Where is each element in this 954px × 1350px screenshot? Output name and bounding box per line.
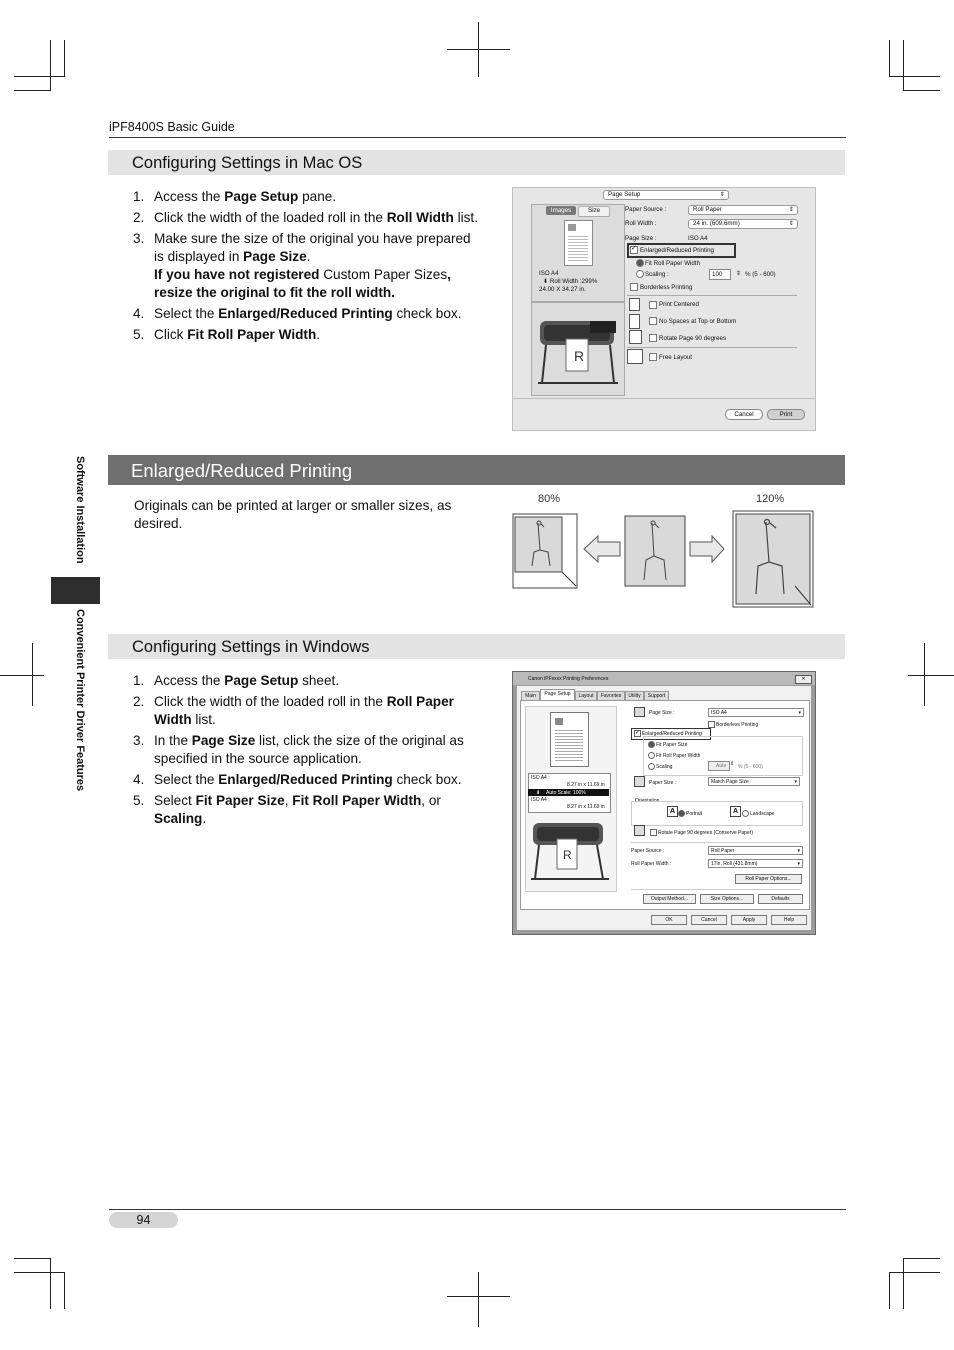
defaults-button[interactable]: Defaults bbox=[758, 894, 803, 904]
crop-mark bbox=[50, 1258, 51, 1309]
scaling-label: Scaling bbox=[656, 764, 673, 770]
page-size-icon bbox=[634, 707, 645, 717]
step-emphasis: Roll Paper Width bbox=[154, 694, 454, 727]
step-item bbox=[108, 732, 468, 768]
chevron-down-icon: ▾ bbox=[797, 848, 800, 854]
paper-source-select[interactable] bbox=[688, 205, 798, 215]
footer-rule bbox=[109, 1209, 846, 1210]
scaling-label: Scaling : bbox=[645, 271, 669, 278]
enlarged-label: Enlarged/Reduced Printing bbox=[642, 731, 702, 737]
crop-mark bbox=[889, 1272, 890, 1309]
preview-scale: Auto Scale: 100% bbox=[546, 790, 586, 796]
paper-size-icon bbox=[634, 776, 645, 787]
step-text: Select bbox=[154, 793, 196, 808]
check-icon: ✓ bbox=[635, 730, 641, 736]
step-text: , or bbox=[421, 793, 441, 808]
step-emphasis: Fit Roll Paper Width bbox=[187, 327, 317, 342]
step-emphasis: Page Setup bbox=[224, 673, 299, 688]
step-text: Access the bbox=[154, 189, 225, 204]
scaling-value: 100 bbox=[712, 271, 723, 278]
page-size-select[interactable] bbox=[708, 708, 804, 717]
side-label-software-installation: Software Installation bbox=[74, 456, 86, 564]
landscape-radio[interactable] bbox=[742, 810, 749, 817]
apply-button[interactable]: Apply bbox=[731, 915, 767, 925]
section-windows-title: Configuring Settings in Windows bbox=[132, 638, 370, 656]
preview-size: ISO A4 bbox=[539, 270, 559, 277]
mac-steps-list bbox=[108, 188, 483, 347]
tab-size[interactable]: Size bbox=[578, 206, 610, 217]
crop-mark bbox=[0, 675, 44, 676]
svg-text:R: R bbox=[563, 848, 572, 862]
page-size-label: Page Size : bbox=[649, 710, 675, 716]
step-number: 5. bbox=[133, 327, 145, 342]
step-item bbox=[108, 305, 483, 323]
step-text: . bbox=[202, 811, 207, 826]
step-number: 1. bbox=[133, 189, 145, 204]
borderless-checkbox[interactable] bbox=[630, 283, 638, 291]
section-enlarged-heading bbox=[108, 455, 845, 485]
tab-layout[interactable]: Layout bbox=[575, 691, 597, 701]
free-layout-checkbox[interactable] bbox=[649, 353, 657, 361]
print-button[interactable]: Print bbox=[767, 409, 805, 420]
scaling-illustration bbox=[510, 490, 815, 610]
step-text: pane. bbox=[298, 189, 337, 204]
fit-roll-radio[interactable] bbox=[648, 752, 655, 759]
section-mac-title: Configuring Settings in Mac OS bbox=[132, 154, 363, 172]
step-number: 3. bbox=[133, 733, 145, 748]
crop-mark bbox=[903, 1258, 904, 1309]
enlarged-checkbox[interactable] bbox=[630, 246, 638, 254]
tab-main[interactable]: Main bbox=[521, 691, 540, 701]
section-enlarged-title: Enlarged/Reduced Printing bbox=[131, 460, 353, 481]
printer-image bbox=[531, 302, 625, 396]
preview-roll: ⬇ Roll Width :299% bbox=[543, 278, 598, 285]
page-preview bbox=[564, 220, 593, 266]
scaling-value: Auto bbox=[716, 763, 727, 769]
step-number: 4. bbox=[133, 772, 145, 787]
preview-roll-text: Roll Width :299% bbox=[549, 278, 598, 285]
step-text: check box. bbox=[392, 306, 462, 321]
step-emphasis: Fit Roll Paper Width bbox=[292, 793, 422, 808]
spinner-icon[interactable]: ⇕ bbox=[736, 270, 742, 277]
output-method-button[interactable]: Output Method... bbox=[643, 894, 696, 904]
enlarged-checkbox[interactable] bbox=[634, 730, 641, 737]
borderless-checkbox[interactable] bbox=[708, 721, 715, 728]
step-item bbox=[108, 672, 468, 690]
step-emphasis: Page Size bbox=[191, 733, 256, 748]
arrow-right-icon bbox=[690, 536, 724, 562]
orientation-group bbox=[631, 801, 803, 826]
section-mac-heading bbox=[108, 150, 845, 175]
size-options-button[interactable]: Size Options... bbox=[700, 894, 754, 904]
step-emphasis: Fit Paper Size bbox=[195, 793, 285, 808]
close-icon[interactable]: ✕ bbox=[795, 675, 812, 684]
step-text: Select the bbox=[154, 772, 219, 787]
step-item bbox=[108, 188, 483, 206]
tab-page-setup[interactable]: Page Setup bbox=[540, 689, 575, 701]
printer-illustration bbox=[527, 815, 613, 885]
ok-button[interactable]: OK bbox=[651, 915, 687, 925]
step-text: In the bbox=[154, 733, 192, 748]
step-emphasis: , resize the original to fit the roll width. bbox=[154, 267, 451, 300]
crop-mark bbox=[889, 76, 940, 77]
image-original bbox=[625, 516, 685, 586]
step-text: Click the width of the loaded roll in the bbox=[154, 210, 387, 225]
step-number: 2. bbox=[133, 694, 145, 709]
side-label-driver-features: Convenient Printer Driver Features bbox=[74, 609, 86, 792]
paper-size-select[interactable] bbox=[708, 777, 800, 786]
roll-width-select[interactable] bbox=[688, 219, 798, 229]
label-80: 80% bbox=[538, 493, 561, 505]
step-emphasis: Scaling bbox=[154, 811, 203, 826]
fit-paper-radio[interactable] bbox=[648, 741, 655, 748]
rotate-icon bbox=[634, 825, 645, 836]
paper-source-label: Paper Source : bbox=[631, 848, 665, 854]
mac-page-setup-dialog bbox=[512, 187, 816, 431]
crop-mark bbox=[478, 1272, 479, 1327]
pane-select[interactable] bbox=[603, 190, 729, 200]
printer-illustration bbox=[532, 303, 624, 395]
tab-favorites[interactable]: Favorites bbox=[597, 691, 625, 701]
crop-mark bbox=[924, 643, 925, 706]
crop-mark bbox=[32, 643, 33, 706]
fit-roll-radio[interactable] bbox=[636, 259, 644, 267]
step-number: 1. bbox=[133, 673, 145, 688]
crop-mark bbox=[903, 40, 904, 91]
borderless-label: Borderless Printing bbox=[640, 284, 693, 291]
preview-scale-bar bbox=[528, 789, 609, 796]
crop-mark bbox=[64, 1272, 65, 1309]
crop-mark bbox=[889, 1272, 940, 1273]
crop-mark bbox=[908, 675, 954, 676]
step-item bbox=[108, 792, 468, 828]
tab-support[interactable]: Support bbox=[644, 691, 669, 701]
section-windows-heading bbox=[108, 634, 845, 659]
windows-preferences-dialog bbox=[512, 671, 816, 935]
tab-utility[interactable]: Utility bbox=[625, 691, 644, 701]
rotate-checkbox[interactable] bbox=[650, 829, 657, 836]
step-emphasis: Page Setup bbox=[224, 189, 299, 204]
updown-icon: ⇕ bbox=[719, 191, 725, 198]
no-spaces-checkbox[interactable] bbox=[649, 317, 657, 325]
fit-roll-label: Fit Roll Paper Width bbox=[645, 260, 701, 267]
paper-source-select[interactable] bbox=[708, 846, 803, 855]
crop-mark bbox=[50, 40, 51, 91]
step-number: 3. bbox=[133, 231, 145, 246]
step-text: . bbox=[306, 249, 311, 264]
scaling-range: % (5 - 600) bbox=[745, 271, 776, 278]
step-text: , bbox=[284, 793, 293, 808]
no-spaces-label: No Spaces at Top or Bottom bbox=[659, 318, 737, 325]
arrow-left-icon bbox=[584, 536, 620, 562]
header-rule bbox=[109, 137, 846, 138]
step-item bbox=[108, 693, 468, 729]
page-size-label: Page Size : bbox=[625, 235, 657, 242]
crop-mark bbox=[478, 22, 479, 77]
page-preview bbox=[550, 712, 589, 767]
roll-width-label: Roll Width : bbox=[625, 220, 657, 227]
divider bbox=[627, 347, 797, 348]
step-text: sheet. bbox=[298, 673, 340, 688]
cancel-button[interactable]: Cancel bbox=[725, 409, 763, 420]
cancel-button[interactable]: Cancel bbox=[691, 915, 727, 925]
step-item bbox=[108, 326, 483, 344]
crop-mark bbox=[889, 40, 890, 77]
step-emphasis: Enlarged/Reduced Printing bbox=[218, 772, 393, 787]
crop-mark bbox=[14, 90, 51, 91]
rotate-checkbox[interactable] bbox=[649, 334, 657, 342]
paper-size-value: Match Page Size bbox=[711, 779, 749, 785]
landscape-label: Landscape bbox=[750, 811, 775, 817]
portrait-radio[interactable] bbox=[678, 810, 685, 817]
paper-source-value: Roll Paper bbox=[711, 848, 735, 854]
step-emphasis: Enlarged/Reduced Printing bbox=[218, 306, 393, 321]
divider bbox=[627, 295, 797, 296]
rotate-label: Rotate Page 90 degrees (Conserve Paper) bbox=[658, 830, 754, 836]
preview-b-label: ISO A4 : bbox=[531, 797, 550, 803]
step-number: 2. bbox=[133, 210, 145, 225]
updown-icon: ⇕ bbox=[788, 206, 794, 213]
step-text: . bbox=[316, 327, 321, 342]
step-text: list, click the size of the original as specified in the source application. bbox=[154, 733, 464, 766]
step-text: check box. bbox=[392, 772, 462, 787]
label-120: 120% bbox=[756, 493, 785, 505]
chapter-tab bbox=[51, 577, 100, 604]
check-icon: ✓ bbox=[631, 245, 637, 252]
free-layout-icon bbox=[627, 349, 643, 364]
chevron-down-icon: ▾ bbox=[794, 779, 797, 785]
divider bbox=[631, 842, 801, 843]
crop-mark bbox=[14, 1258, 51, 1259]
step-emphasis: Roll Width bbox=[386, 210, 454, 225]
print-centered-label: Print Centered bbox=[659, 301, 699, 308]
chevron-down-icon: ▾ bbox=[798, 710, 801, 716]
updown-icon: ⇕ bbox=[788, 220, 794, 227]
scaling-range: % (5 - 600) bbox=[738, 764, 763, 770]
crop-mark bbox=[14, 76, 65, 77]
step-item bbox=[108, 209, 483, 227]
down-arrow-icon: ⬇ bbox=[536, 790, 541, 796]
no-spaces-icon bbox=[629, 314, 640, 329]
free-layout-label: Free Layout bbox=[659, 354, 693, 361]
paper-size-label: Paper Size : bbox=[649, 780, 677, 786]
page-number: 94 bbox=[109, 1212, 178, 1228]
borderless-label: Borderless Printing bbox=[716, 722, 759, 728]
rotate-icon bbox=[629, 330, 642, 344]
orientation-label: Orientation bbox=[635, 798, 660, 804]
windows-steps-list bbox=[108, 672, 468, 831]
fit-roll-label: Fit Roll Paper Width bbox=[656, 753, 701, 759]
step-text: list. bbox=[453, 210, 478, 225]
preview-a-label: ISO A4 : bbox=[531, 775, 550, 781]
enlarged-description: Originals can be printed at larger or smaller sizes, as desired. bbox=[134, 498, 452, 531]
paper-source-label: Paper Source : bbox=[625, 206, 667, 213]
rotate-label: Rotate Page 90 degrees bbox=[659, 335, 727, 342]
fit-paper-label: Fit Paper Size bbox=[656, 742, 688, 748]
roll-width-label: Roll Paper Width : bbox=[631, 861, 672, 867]
scaling-input[interactable] bbox=[708, 761, 730, 771]
print-centered-checkbox[interactable] bbox=[649, 301, 657, 309]
step-item bbox=[108, 230, 483, 302]
portrait-icon: A bbox=[667, 806, 678, 817]
step-emphasis: Page Size bbox=[243, 249, 307, 264]
roll-width-value: 17in. Roll (431.8mm) bbox=[711, 861, 758, 867]
preview-b-dims: 8.27 in x 11.69 in bbox=[567, 804, 605, 810]
page-size-value: ISO A4 bbox=[688, 235, 708, 242]
roll-width-select[interactable] bbox=[708, 859, 803, 868]
roll-width-value: 24 in. (609.6mm) bbox=[693, 220, 740, 227]
page-size-value: ISO A4 bbox=[711, 710, 727, 716]
step-text: Click bbox=[154, 327, 188, 342]
paper-source-value: Roll Paper bbox=[693, 206, 722, 213]
dialog-title: Canon iPFxxxx Printing Preferences bbox=[528, 676, 609, 682]
crop-mark bbox=[903, 90, 940, 91]
step-emphasis: If you have not registered bbox=[154, 267, 324, 282]
print-centered-icon bbox=[629, 298, 640, 311]
step-text: Select the bbox=[154, 306, 219, 321]
roll-paper-options-button[interactable]: Roll Paper Options... bbox=[735, 874, 802, 884]
spinner-icon[interactable]: ⇕ bbox=[730, 761, 735, 767]
step-number: 4. bbox=[133, 306, 145, 321]
tab-images[interactable]: Images bbox=[546, 206, 576, 215]
chevron-down-icon: ▾ bbox=[797, 861, 800, 867]
step-text: Access the bbox=[154, 673, 225, 688]
scaling-radio[interactable] bbox=[648, 763, 655, 770]
document-title: iPF8400S Basic Guide bbox=[109, 120, 235, 134]
scaling-input[interactable] bbox=[709, 269, 731, 280]
step-text: list. bbox=[191, 712, 216, 727]
step-text: Make sure the size of the original you have prepared is displayed in bbox=[154, 231, 471, 264]
help-button[interactable]: Help bbox=[771, 915, 807, 925]
pane-select-label: Page Setup bbox=[608, 191, 641, 198]
crop-mark bbox=[14, 1272, 65, 1273]
enlarged-label: Enlarged/Reduced Printing bbox=[640, 247, 714, 254]
step-number: 5. bbox=[133, 793, 145, 808]
preview-dims: 24.00 X 34.27 in. bbox=[539, 286, 586, 293]
scaling-radio[interactable] bbox=[636, 270, 644, 278]
step-text: Custom Paper Sizes bbox=[323, 267, 448, 282]
preview-a-dims: 8.27 in x 11.69 in bbox=[567, 782, 605, 788]
crop-mark bbox=[64, 40, 65, 77]
crop-mark bbox=[903, 1258, 940, 1259]
portrait-label: Portrait bbox=[686, 811, 703, 817]
step-text: Click the width of the loaded roll in the bbox=[154, 694, 387, 709]
divider bbox=[631, 889, 801, 890]
svg-text:R: R bbox=[574, 348, 585, 364]
divider bbox=[513, 398, 815, 399]
step-item bbox=[108, 771, 468, 789]
landscape-icon: A bbox=[730, 806, 741, 817]
